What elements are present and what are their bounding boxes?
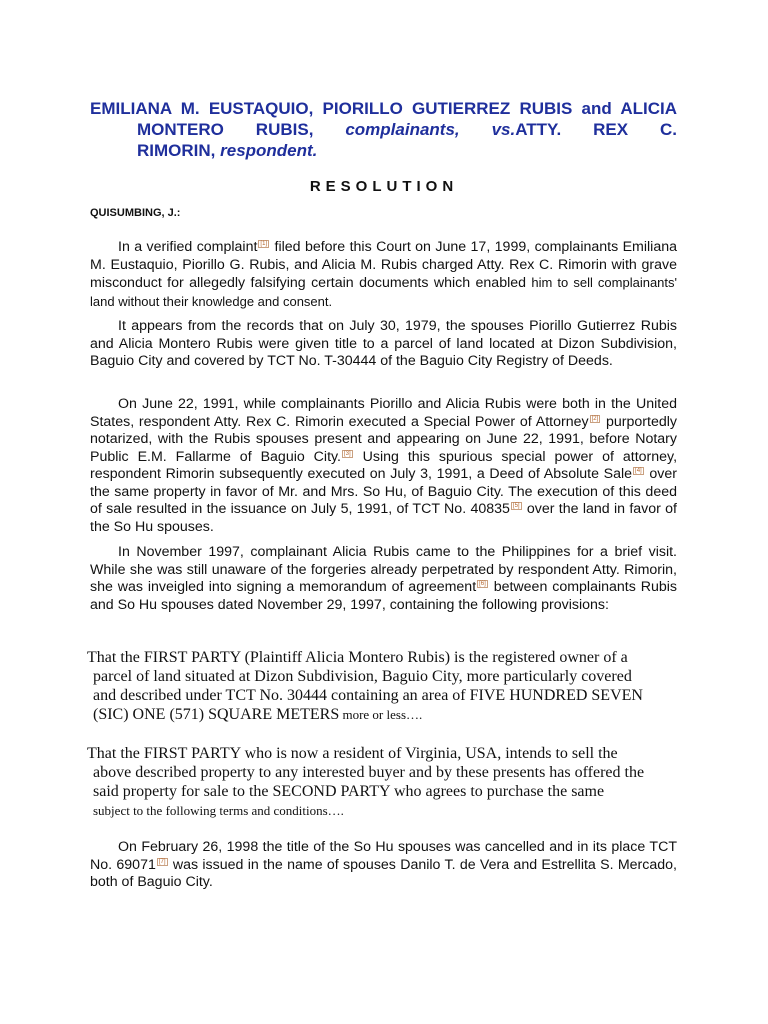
paragraph-3-text-b: purportedly notarized, with the Rubis spouses present and appearing on June 22, 1991, before Notary Public E.M. Fallarme of Baguio City. xyxy=(90,413,678,465)
respondent-label: respondent. xyxy=(220,141,318,160)
case-title-line-2 xyxy=(90,119,677,140)
paragraph-2-text: It appears from the records that on July 30, 1979, the spouses Piorillo Gutierrez Rubis and Alicia Montero Rubis were given title to a parcel of land located at Dizon Subdivision, Baguio City and covered by TCT No. T-30444 of the Baguio City Registry of Deeds. xyxy=(90,318,677,369)
case-title-line-3 xyxy=(90,140,677,161)
paragraph-1 xyxy=(90,239,677,311)
ponente: QUISUMBING, J.: xyxy=(90,207,181,219)
respondent-name: RIMORIN, xyxy=(137,141,216,160)
paragraph-3-text-a: On June 22, 1991, while complainants Piorillo and Alicia Rubis were both in the United States, respondent Atty. Rex C. Rimorin executed a Special Power of Attorney xyxy=(90,396,677,430)
complainants-label: complainants, xyxy=(345,120,460,139)
paragraph-2 xyxy=(90,318,677,371)
resolution-heading: RESOLUTION xyxy=(309,178,459,195)
footnote-link-2[interactable]: [2] xyxy=(591,415,599,422)
paragraph-1-text-b: filed before this Court on June 17, 1999, complainants Emiliana M. Eustaquio, Piorillo G. Rubis, and Alicia M. Rubis charged Atty. Rex C. Rimorin with grave misconduct for allegedly falsifying certain documents which enabled xyxy=(90,239,677,291)
quote-1-line-2: parcel of land situated at Dizon Subdivision, Baguio City, more particularly covered xyxy=(93,668,632,685)
respondent-name-part: ATTY. REX C. xyxy=(515,120,677,139)
quote-2-line-1: That the FIRST PARTY who is now a resident of Virginia, USA, intends to sell the xyxy=(87,745,618,762)
quoted-provision-1 xyxy=(87,648,677,724)
paragraph-3 xyxy=(90,396,677,536)
paragraph-3-text-e: over the land in favor of the So Hu spouses. xyxy=(90,501,677,535)
case-title-line-1: EMILIANA M. EUSTAQUIO, PIORILLO GUTIERREZ RUBIS and ALICIA xyxy=(90,99,677,118)
footnote-link-7[interactable]: [7] xyxy=(158,858,166,865)
quote-1-line-4 xyxy=(87,705,677,724)
paragraph-4 xyxy=(90,544,677,614)
paragraph-1-text-c: him to sell complainants' land without their knowledge and consent. xyxy=(90,275,677,309)
quote-1-line-3: and described under TCT No. 30444 containing an area of FIVE HUNDRED SEVEN xyxy=(93,687,643,704)
footnote-link-1[interactable]: [1] xyxy=(260,241,268,248)
paragraph-5-text-b: was issued in the name of spouses Danilo T. de Vera and Estrellita S. Mercado, both of Baguio City. xyxy=(90,856,677,890)
paragraph-4-text-b: between complainants Rubis and So Hu spouses dated November 29, 1997, containing the following provisions: xyxy=(90,579,677,613)
quote-2-line-2: above described property to any interested buyer and by these presents has offered the xyxy=(93,764,645,781)
quote-2-line-4: subject to the following terms and conditions…. xyxy=(93,803,344,818)
footnote-link-6[interactable]: [6] xyxy=(479,581,486,588)
quote-1-line-4-b: more or less…. xyxy=(339,707,423,722)
paragraph-1-text-a: In a verified complaint xyxy=(118,239,258,255)
case-title xyxy=(90,98,677,161)
quote-1-line-4-a: (SIC) ONE (571) SQUARE METERS xyxy=(93,706,340,723)
versus-label: vs. xyxy=(491,120,516,139)
footnote-link-5[interactable]: [5] xyxy=(512,503,520,510)
quoted-provision-2 xyxy=(87,744,677,820)
complainant-name: MONTERO RUBIS, xyxy=(137,120,314,139)
paragraph-3-text-d: over the same property in favor of Mr. and Mrs. So Hu, of Baguio City. The execution of this deed of sale resulted in the issuance on July 5, 1991, of TCT No. 40835 xyxy=(90,466,677,517)
quote-1-line-1: That the FIRST PARTY (Plaintiff Alicia Montero Rubis) is the registered owner of a xyxy=(87,649,628,666)
paragraph-4-text-a: In November 1997, complainant Alicia Rubis came to the Philippines for a brief visit. While she was still unaware of the forgeries already perpetrated by respondent Atty. Rimorin, she was inveigled into signing a memorandum of agreement xyxy=(90,544,677,595)
quote-2-line-3: said property for sale to the SECOND PARTY who agrees to purchase the same xyxy=(93,783,605,800)
paragraph-3-text-c: Using this spurious special power of attorney, respondent Rimorin subsequently executed on July 3, 1991, a Deed of Absolute Sale xyxy=(90,448,678,482)
footnote-link-3[interactable]: [3] xyxy=(344,450,351,457)
footnote-link-4[interactable]: [4] xyxy=(635,468,642,475)
paragraph-5-text-a: On February 26, 1998 the title of the So Hu spouses was cancelled and in its place TCT No. 69071 xyxy=(90,839,677,873)
paragraph-5 xyxy=(90,839,677,892)
